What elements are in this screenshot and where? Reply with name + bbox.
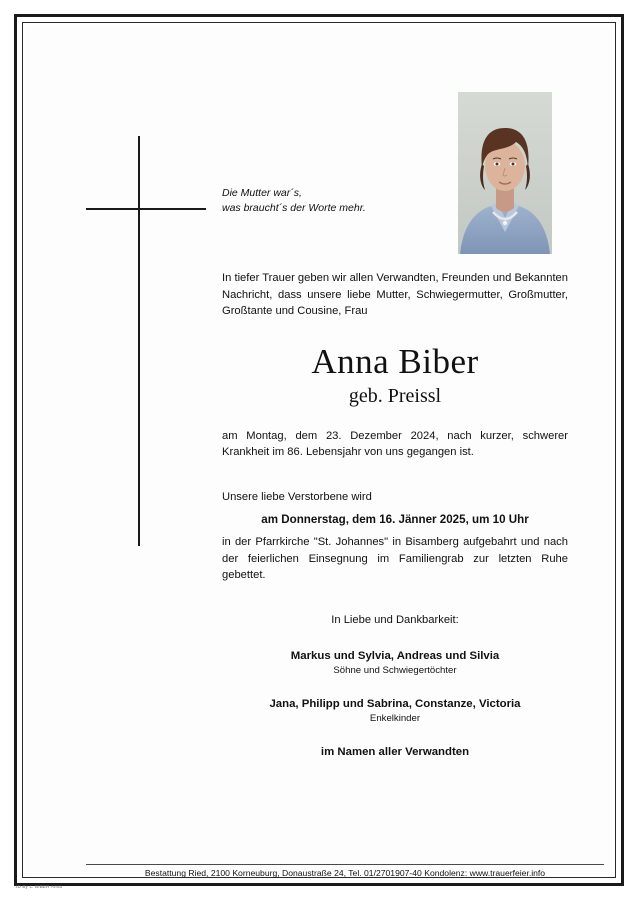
footer-divider (86, 864, 604, 865)
notice-content (222, 186, 568, 758)
cross-icon (86, 136, 206, 546)
cross-vertical-bar (138, 136, 140, 546)
motto (222, 186, 568, 216)
motto-line-2: was braucht´s der Worte mehr. (222, 202, 366, 214)
family-role: Söhne und Schwiegertöchter (333, 664, 457, 676)
footer-imprint: Bestattung Ried, 2100 Korneuburg, Donaustraße 24, Tel. 01/2701907-40 Kondolenz: www.trauerfeier.info (144, 868, 546, 878)
family-group (222, 696, 568, 726)
motto-line-1: Die Mutter war´s, (222, 187, 302, 199)
family-role: Enkelkinder (369, 712, 421, 724)
paper-sheet (26, 26, 612, 878)
corner-reference-mark: ID By L. BIBER Anna (16, 884, 63, 889)
deceased-name: Anna Biber (311, 341, 479, 381)
family-names: Markus und Sylvia, Andreas und Silvia (290, 649, 500, 662)
family-group (222, 648, 568, 678)
family-names: Jana, Philipp und Sabrina, Constanze, Victoria (269, 697, 521, 710)
closing-line: im Namen aller Verwandten (320, 745, 470, 758)
funeral-lead-text: Unsere liebe Verstorbene wird (222, 490, 372, 503)
funeral-detail-text: in der Pfarrkirche "St. Johannes" in Bisamberg aufgebahrt und nach der feierlichen Einsegnung im Familiengrab zur letzten Ruhe gebettet. (222, 536, 568, 581)
cross-horizontal-bar (86, 208, 206, 210)
intro-text: In tiefer Trauer geben wir allen Verwandten, Freunden und Bekannten Nachricht, dass unsere liebe Mutter, Schwiegermutter, Großmutter, Großtante und Cousine, Frau (222, 272, 568, 317)
thanks-line: In Liebe und Dankbarkeit: (331, 613, 459, 626)
death-info-text: am Montag, dem 23. Dezember 2024, nach kurzer, schwerer Krankheit im 86. Lebensjahr von uns gegangen ist. (222, 429, 568, 458)
funeral-datetime: am Donnerstag, dem 16. Jänner 2025, um 10 Uhr (261, 513, 529, 526)
deceased-maiden-name: geb. Preissl (348, 384, 442, 407)
